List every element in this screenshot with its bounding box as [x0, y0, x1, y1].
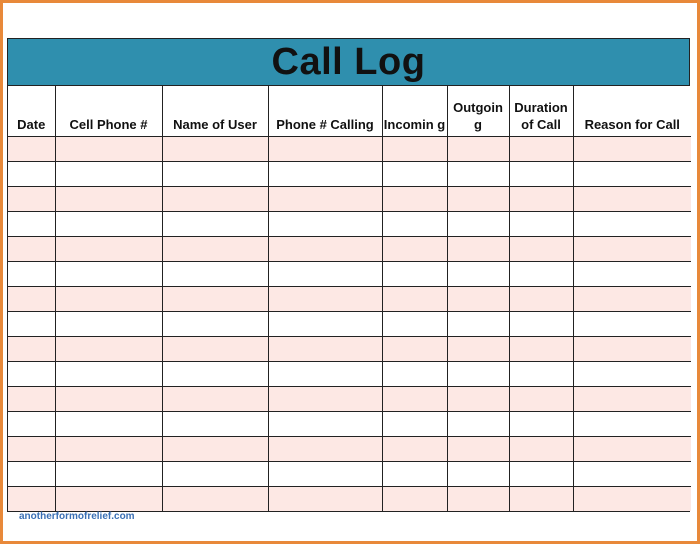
table-cell[interactable]	[509, 462, 573, 487]
table-cell[interactable]	[8, 362, 55, 387]
table-cell[interactable]	[447, 337, 509, 362]
table-cell[interactable]	[162, 212, 268, 237]
call-log-sheet	[7, 38, 690, 512]
table-cell[interactable]	[509, 187, 573, 212]
table-cell[interactable]	[8, 487, 55, 512]
table-cell[interactable]	[382, 287, 447, 312]
table-row	[8, 162, 691, 187]
table-cell[interactable]	[55, 262, 162, 287]
table-row	[8, 412, 691, 437]
table-cell[interactable]	[162, 237, 268, 262]
table-cell[interactable]	[509, 362, 573, 387]
call-log-table	[8, 86, 691, 511]
table-cell[interactable]	[162, 462, 268, 487]
table-cell[interactable]	[8, 462, 55, 487]
table-cell[interactable]	[268, 387, 382, 412]
table-cell[interactable]	[55, 437, 162, 462]
table-cell[interactable]	[447, 237, 509, 262]
table-cell[interactable]	[268, 287, 382, 312]
table-cell[interactable]	[509, 312, 573, 337]
table-row	[8, 337, 691, 362]
table-cell[interactable]	[509, 412, 573, 437]
table-cell[interactable]	[447, 412, 509, 437]
table-cell[interactable]	[8, 162, 55, 187]
table-cell[interactable]	[509, 212, 573, 237]
column-header-incoming: Incomin g	[382, 86, 447, 137]
table-cell[interactable]	[509, 437, 573, 462]
table-cell[interactable]	[573, 362, 691, 387]
table-cell[interactable]	[509, 287, 573, 312]
table-cell[interactable]	[382, 237, 447, 262]
table-cell[interactable]	[573, 412, 691, 437]
table-cell[interactable]	[268, 187, 382, 212]
table-row	[8, 287, 691, 312]
table-cell[interactable]	[8, 137, 55, 162]
table-cell[interactable]	[55, 412, 162, 437]
table-row	[8, 187, 691, 212]
table-cell[interactable]	[382, 437, 447, 462]
table-cell[interactable]	[447, 287, 509, 312]
table-cell[interactable]	[509, 162, 573, 187]
page-title: Call Log	[271, 40, 426, 83]
table-row	[8, 437, 691, 462]
table-cell[interactable]	[573, 337, 691, 362]
table-cell[interactable]	[509, 237, 573, 262]
table-cell[interactable]	[447, 437, 509, 462]
table-row	[8, 387, 691, 412]
table-cell[interactable]	[268, 437, 382, 462]
table-cell[interactable]	[382, 312, 447, 337]
table-cell[interactable]	[162, 137, 268, 162]
table-cell[interactable]	[382, 212, 447, 237]
table-cell[interactable]	[8, 262, 55, 287]
table-row	[8, 237, 691, 262]
column-header-phone-calling: Phone # Calling	[268, 86, 382, 137]
table-cell[interactable]	[55, 487, 162, 512]
table-cell[interactable]	[447, 487, 509, 512]
table-cell[interactable]	[55, 387, 162, 412]
table-cell[interactable]	[573, 237, 691, 262]
table-cell[interactable]	[447, 312, 509, 337]
table-cell[interactable]	[573, 287, 691, 312]
table-cell[interactable]	[162, 187, 268, 212]
table-cell[interactable]	[162, 437, 268, 462]
table-cell[interactable]	[382, 337, 447, 362]
table-cell[interactable]	[268, 412, 382, 437]
table-cell[interactable]	[268, 262, 382, 287]
table-cell[interactable]	[55, 187, 162, 212]
column-header-date: Date	[8, 86, 55, 137]
table-cell[interactable]	[8, 312, 55, 337]
table-cell[interactable]	[509, 337, 573, 362]
table-cell[interactable]	[162, 387, 268, 412]
table-cell[interactable]	[55, 137, 162, 162]
table-cell[interactable]	[573, 437, 691, 462]
table-cell[interactable]	[8, 337, 55, 362]
title-bar	[8, 39, 689, 86]
table-cell[interactable]	[509, 387, 573, 412]
column-header-name-of-user: Name of User	[162, 86, 268, 137]
table-cell[interactable]	[573, 137, 691, 162]
table-cell[interactable]	[447, 362, 509, 387]
table-cell[interactable]	[8, 212, 55, 237]
table-cell[interactable]	[55, 362, 162, 387]
table-row	[8, 212, 691, 237]
table-cell[interactable]	[447, 462, 509, 487]
table-cell[interactable]	[268, 212, 382, 237]
column-header-cell-phone: Cell Phone #	[55, 86, 162, 137]
table-row	[8, 262, 691, 287]
table-cell[interactable]	[382, 362, 447, 387]
column-header-reason: Reason for Call	[573, 86, 691, 137]
table-cell[interactable]	[8, 187, 55, 212]
table-cell[interactable]	[162, 337, 268, 362]
table-cell[interactable]	[447, 137, 509, 162]
table-cell[interactable]	[509, 137, 573, 162]
table-cell[interactable]	[8, 387, 55, 412]
table-cell[interactable]	[509, 262, 573, 287]
header-row	[8, 86, 691, 137]
table-cell[interactable]	[8, 237, 55, 262]
table-cell[interactable]	[55, 337, 162, 362]
table-row	[8, 487, 691, 512]
table-cell[interactable]	[162, 362, 268, 387]
table-cell[interactable]	[447, 162, 509, 187]
table-row	[8, 362, 691, 387]
table-cell[interactable]	[268, 312, 382, 337]
table-cell[interactable]	[55, 162, 162, 187]
table-cell[interactable]	[162, 262, 268, 287]
table-row	[8, 462, 691, 487]
table-cell[interactable]	[382, 487, 447, 512]
column-header-outgoing: Outgoin g	[447, 86, 509, 137]
table-cell[interactable]	[573, 312, 691, 337]
table-cell[interactable]	[382, 187, 447, 212]
table-cell[interactable]	[447, 212, 509, 237]
table-cell[interactable]	[268, 337, 382, 362]
table-cell[interactable]	[162, 162, 268, 187]
table-cell[interactable]	[268, 137, 382, 162]
table-cell[interactable]	[162, 412, 268, 437]
table-cell[interactable]	[573, 462, 691, 487]
table-cell[interactable]	[55, 287, 162, 312]
table-cell[interactable]	[382, 387, 447, 412]
table-row	[8, 137, 691, 162]
table-cell[interactable]	[268, 362, 382, 387]
table-cell[interactable]	[268, 237, 382, 262]
table-cell[interactable]	[509, 487, 573, 512]
table-cell[interactable]	[8, 412, 55, 437]
table-row	[8, 312, 691, 337]
table-cell[interactable]	[55, 212, 162, 237]
table-cell[interactable]	[573, 187, 691, 212]
table-cell[interactable]	[573, 262, 691, 287]
table-cell[interactable]	[447, 262, 509, 287]
table-cell[interactable]	[268, 162, 382, 187]
table-cell[interactable]	[268, 462, 382, 487]
table-cell[interactable]	[447, 187, 509, 212]
table-cell[interactable]	[573, 212, 691, 237]
table-cell[interactable]	[573, 387, 691, 412]
table-cell[interactable]	[382, 412, 447, 437]
table-cell[interactable]	[162, 312, 268, 337]
table-cell[interactable]	[8, 437, 55, 462]
table-cell[interactable]	[162, 287, 268, 312]
table-cell[interactable]	[382, 162, 447, 187]
table-cell[interactable]	[382, 462, 447, 487]
table-cell[interactable]	[8, 287, 55, 312]
table-cell[interactable]	[382, 137, 447, 162]
table-body	[8, 137, 691, 512]
table-cell[interactable]	[55, 237, 162, 262]
table-cell[interactable]	[55, 462, 162, 487]
table-cell[interactable]	[382, 262, 447, 287]
table-cell[interactable]	[573, 487, 691, 512]
table-cell[interactable]	[55, 312, 162, 337]
table-cell[interactable]	[573, 162, 691, 187]
column-header-duration: Duration of Call	[509, 86, 573, 137]
table-cell[interactable]	[268, 487, 382, 512]
table-cell[interactable]	[447, 387, 509, 412]
footer-watermark: anotherformofrelief.com	[19, 511, 135, 522]
table-cell[interactable]	[162, 487, 268, 512]
